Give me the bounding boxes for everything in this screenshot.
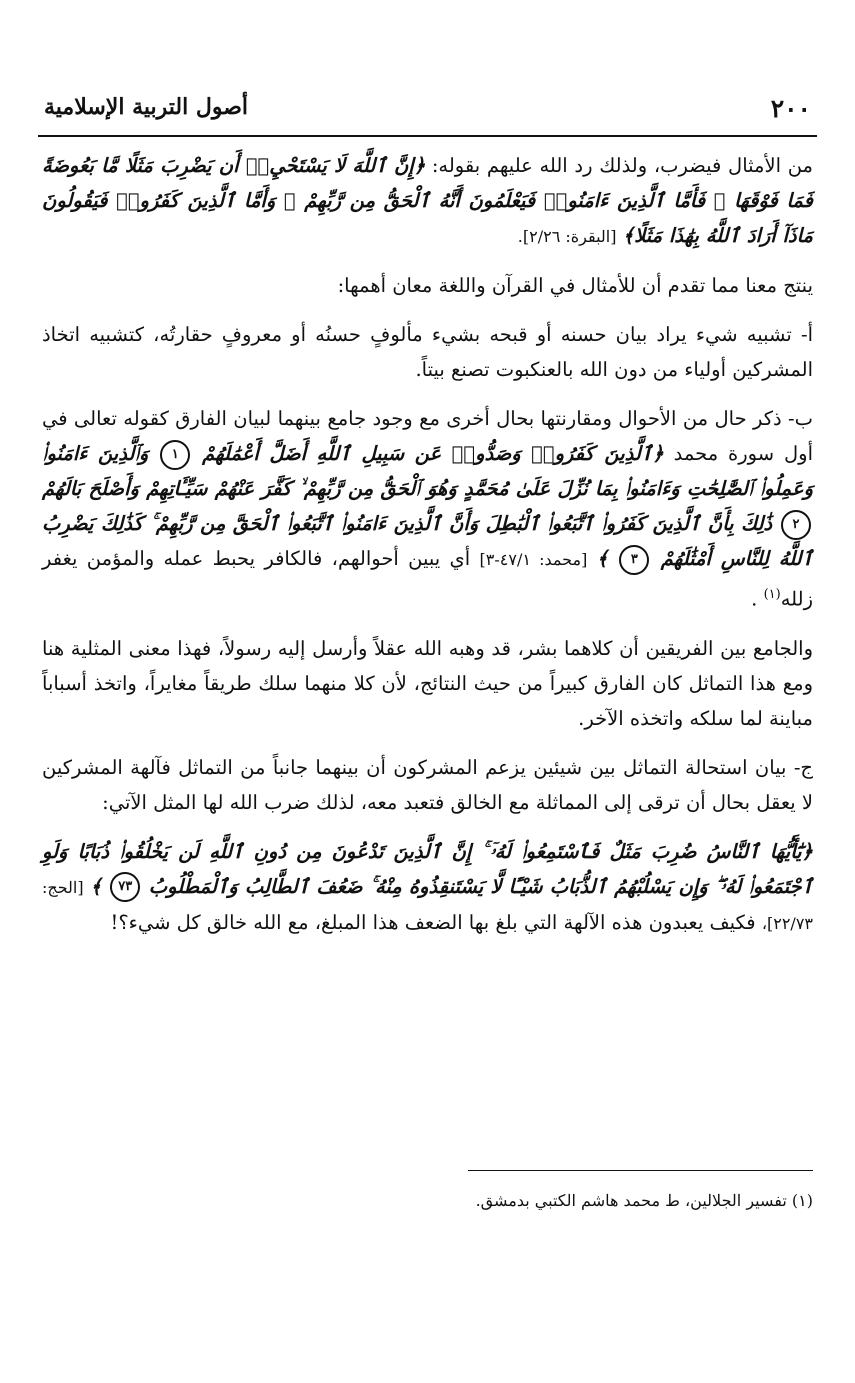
footnote-number: (١) <box>791 1191 813 1210</box>
paragraph-2: ينتج معنا مما تقدم أن للأمثال في القرآن واللغة معان أهمها: <box>337 274 813 297</box>
verse-reference: [البقرة: ٢/٢٦]. <box>517 227 617 246</box>
quran-close-bracket: ﴾ <box>596 547 609 570</box>
paragraph-text: فكيف يعبدون هذه الآلهة التي بلغ بها الضعف هذا المبلغ، مع الله خالق كل شيء؟! <box>110 910 756 934</box>
paragraph-4 <box>42 401 813 617</box>
sentence-end: . <box>751 587 758 611</box>
quran-close-bracket: ﴾ <box>90 874 102 898</box>
quran-verse: ذَٰلِكَ بِأَنَّ ٱلَّذِينَ كَفَرُوا۟ ٱتَّبَعُوا۟ ٱلْبَٰطِلَ وَأَنَّ ٱلَّذِينَ ءَامَنُوا۟ ٱتَّبَعُوا۟ ٱلْحَقَّ مِن رَّبِّهِمْ ۚ كَذَٰلِكَ يَضْرِبُ ٱللَّهُ لِلنَّاسِ أَمْثَٰلَهُمْ <box>42 512 814 570</box>
header-divider <box>38 135 817 137</box>
quran-verse: وَٱلَّذِينَ ءَامَنُوا۟ وَعَمِلُوا۟ ٱلصَّٰلِحَٰتِ وَءَامَنُوا۟ بِمَا نُزِّلَ عَلَىٰ مُحَمَّدٍ وَهُوَ ٱلْحَقُّ مِن رَّبِّهِمْ ۙ كَفَّرَ عَنْهُمْ سَيِّـَٔاتِهِمْ وَأَصْلَحَ بَالَهُمْ <box>42 442 813 500</box>
paragraph-7 <box>42 834 813 941</box>
page-header <box>38 92 817 128</box>
paragraph-text: أي يبين أحوالهم، فالكافر يحبط عمله والمؤمن يغفر زلله <box>42 547 813 611</box>
book-title: أصول التربية الإسلامية <box>44 94 249 120</box>
ayah-number-marker: ٣ <box>619 545 649 575</box>
paragraph-3: أ- تشبيه شيء يراد بيان حسنه أو قبحه بشيء مألوفٍ حسنُه أو معروفٍ حقارتُه، كتشبيه اتخاذ المشركين أولياء من دون الله بالعنكبوت تصنع بيتاً. <box>42 323 813 381</box>
page-number: ٢٠٠ <box>770 94 811 123</box>
ayah-number-marker: ٢ <box>781 510 811 540</box>
page-body <box>42 148 813 955</box>
quran-verse: ﴿يَٰٓأَيُّهَا ٱلنَّاسُ ضُرِبَ مَثَلٌ فَٱسْتَمِعُوا۟ لَهُۥٓ ۚ إِنَّ ٱلَّذِينَ تَدْعُونَ مِن دُونِ ٱللَّهِ لَن يَخْلُقُوا۟ ذُبَابًا وَلَوِ ٱجْتَمَعُوا۟ لَهُۥ ۖ وَإِن يَسْلُبْهُمُ ٱلذُّبَابُ شَيْـًٔا لَّا يَسْتَنقِذُوهُ مِنْهُ ۚ ضَعُفَ ٱلطَّالِبُ وَٱلْمَطْلُوبُ <box>42 839 814 898</box>
footnote-marker: (١) <box>763 587 781 602</box>
ayah-number-marker: ٧٣ <box>110 872 140 902</box>
paragraph-text: من الأمثال فيضرب، ولذلك رد الله عليهم بقوله: <box>431 154 813 177</box>
verse-reference: [محمد: ٤٧/١-٣] <box>479 550 588 569</box>
footnote <box>42 1188 813 1214</box>
verse-reference: [الحج: ٢٢/٧٣]، <box>42 877 813 933</box>
quran-verse: ﴿إِنَّ ٱللَّهَ لَا يَسْتَحْيِۦٓ أَن يَضْرِبَ مَثَلًا مَّا بَعُوضَةً فَمَا فَوْقَهَا ۚ فَأَمَّا ٱلَّذِينَ ءَامَنُوا۟ فَيَعْلَمُونَ أَنَّهُ ٱلْحَقُّ مِن رَّبِّهِمْ ۖ وَأَمَّا ٱلَّذِينَ كَفَرُوا۟ فَيَقُولُونَ مَاذَآ أَرَادَ ٱللَّهُ بِهَٰذَا مَثَلًا﴾ <box>42 154 813 247</box>
quran-verse: ﴿ٱلَّذِينَ كَفَرُوا۟ وَصَدُّوا۟ عَن سَبِيلِ ٱللَّهِ أَضَلَّ أَعْمَٰلَهُمْ <box>202 442 664 465</box>
paragraph-6: ج- بيان استحالة التماثل بين شيئين يزعم المشركون أن بينهما جانباً من التماثل فآلهة المشركين لا يعقل بحال أن ترقى إلى المماثلة مع الخالق فتعبد معه، لذلك ضرب الله لها المثل الآتي: <box>42 755 813 814</box>
footnote-text: تفسير الجلالين، ط محمد هاشم الكتبي بدمشق. <box>475 1191 787 1210</box>
paragraph-text: ب- ذكر حال من الأحوال ومقارنتها بحال أخرى مع وجود جامع بينهما لبيان الفارق كقوله تعالى في أول سورة محمد <box>42 407 813 465</box>
ayah-number-marker: ١ <box>160 440 190 470</box>
paragraph-5: والجامع بين الفريقين أن كلاهما بشر، قد وهبه الله عقلاً وأرسل إليه رسولاً، فهذا معنى المثلية هنا ومع هذا التماثل كان الفارق كبيراً من حيث النتائج، لأن كلا منهما سلك طريقاً مغايراً، واتخذ أسباباً مباينة لما سلكه واتخذه الآخر. <box>42 636 813 730</box>
footnote-divider <box>468 1170 813 1171</box>
paragraph-1 <box>42 148 813 254</box>
